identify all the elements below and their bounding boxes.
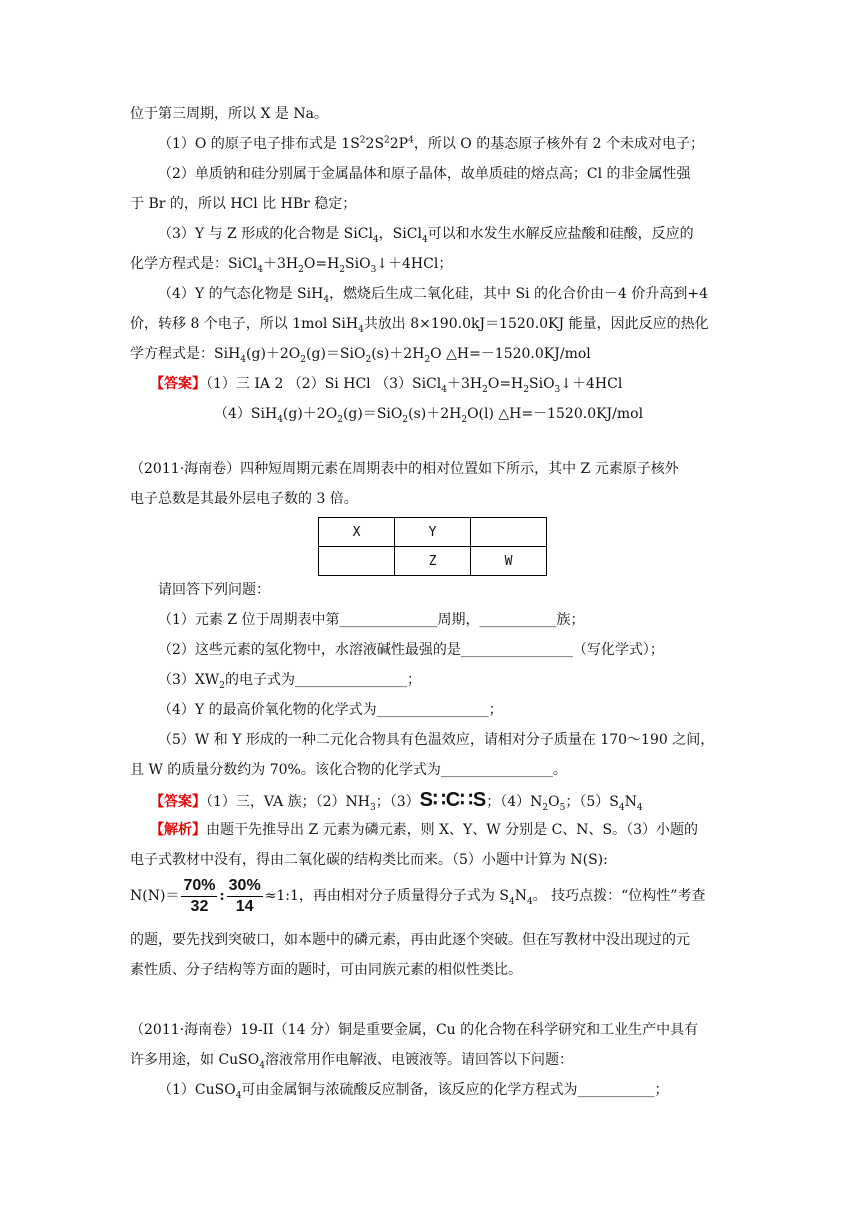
text-line: 请回答下列问题： xyxy=(158,582,270,598)
table-cell: Y xyxy=(395,518,471,547)
table-cell: W xyxy=(471,547,547,576)
answer-tag: 【答案】 xyxy=(150,794,206,810)
answer-line: 【答案】（1）三，VA 族；$(2)NH_3$；（3）S∷C∷S；$(4)N_2O_5$；$(5)S_4N_4$ xyxy=(150,789,643,813)
table-cell xyxy=(319,547,395,576)
answer-tag: 【答案】 xyxy=(150,376,206,392)
text-line: （4）Y 的气态化物是 SiH$_4$，燃烧后生成二氧化硅，其中 Si 的化合价由－4 价升高到+4 xyxy=(158,286,709,305)
question-line: 电子总数是其最外层电子数的 3 倍。 xyxy=(130,491,358,507)
table-row xyxy=(319,547,547,576)
text-line: 位于第三周期，所以 X 是 Na。 xyxy=(130,106,328,122)
text-line: 价，转移 8 个电子，所以 1mol SiH$_4$共放出 8×190.0kJ＝1520.0KJ 能量，因此反应的热化 xyxy=(130,316,709,335)
text-line: （2）单质钠和硅分别属于金属晶体和原子晶体，故单质硅的熔点高；Cl 的非金属性强 xyxy=(158,166,691,182)
text-line: $(3)XW_2$的电子式为________________； xyxy=(158,672,421,691)
text-line: 于 Br 的，所以 HCl 比 HBr 稳定； xyxy=(130,196,357,212)
text-line: 且 W 的质量分数约为 70%。该化合物的化学式为________________。 xyxy=(130,762,567,778)
text-line: 化学方程式是：$SiCl_4+3H_2O=H_2SiO_3↓+4HCl$； xyxy=(130,256,453,275)
text-line: （5）W 和 Y 形成的一种二元化合物具有色温效应，请相对分子质量在 170～190 之间， xyxy=(158,732,715,748)
question-line: （2011·海南卷）四种短周期元素在周期表中的相对位置如下所示，其中 Z 元素原子核外 xyxy=(130,461,679,477)
periodic-position-table xyxy=(318,517,547,576)
text-line: （2）这些元素的氢化物中，水溶液碱性最强的是________________（写化学式）； xyxy=(158,642,664,658)
fraction: $\frac{70\%}{32}$ xyxy=(183,876,216,915)
formula-line: N(N)＝ $\frac{70\%}{32}$ : $\frac{30\%}{14}$ ≈1:1，再由相对分子质量得分子式为 $S_4N_4$。 技巧点拨：“位构性”考查 xyxy=(130,876,706,915)
table-cell xyxy=(471,518,547,547)
table-row xyxy=(319,518,547,547)
text-line: 电子式教材中没有，得由二氧化碳的结构类比而来。（5）小题中计算为 N(S): xyxy=(130,852,608,868)
table-cell: Z xyxy=(395,547,471,576)
text-line: （1）O 的原子电子排布式是 $1S^22S^22P^4$，所以 O 的基态原子核外有 2 个未成对电子； xyxy=(158,135,705,152)
table-cell: X xyxy=(319,518,395,547)
answer-line: 【答案】（1）三 IA 2 （2）Si HCl $(3)SiCl_4+3H_2O=H_2SiO_3↓+4HCl$ xyxy=(150,376,623,395)
question-line: （1）CuSO$_4$可由金属铜与浓硫酸反应制备，该反应的化学方程式为___________； xyxy=(158,1082,669,1101)
explanation-tag: 【解析】 xyxy=(150,822,206,838)
text-line: （3）Y 与 Z 形成的化合物是 SiCl$_4$，SiCl$_4$可以和水发生水解反应盐酸和硅酸，反应的 xyxy=(158,226,694,245)
explanation-line: 【解析】由题干先推导出 Z 元素为磷元素，则 X、Y、W 分别是 C、N、S。（3）小题的 xyxy=(150,822,699,838)
answer-line: $(4)SiH_4(g)+2O_2(g)=SiO_2(s)+2H_2O(l)$ △H=－1520.0KJ/mol xyxy=(214,406,644,425)
text-line: 素性质、分子结构等方面的题时，可由同族元素的相似性类比。 xyxy=(130,962,522,978)
text-line: 学方程式是：$SiH_4(g)+2O_2(g)=SiO_2(s)+2H_2O$ △H=－1520.0KJ/mol xyxy=(130,346,591,365)
question-line: 许多用途，如 CuSO$_4$溶液常用作电解液、电镀液等。请回答以下问题： xyxy=(130,1052,573,1071)
text-line: （1）元素 Z 位于周期表中第______________周期，___________族； xyxy=(158,612,585,628)
question-line: （2011·海南卷）19-II（14 分）铜是重要金属，Cu 的化合物在科学研究和工业生产中具有 xyxy=(130,1022,699,1038)
electron-formula: S∷C∷S xyxy=(419,789,487,811)
fraction: $\frac{30\%}{14}$ xyxy=(228,876,261,915)
text-line: （4）Y 的最高价氧化物的化学式为________________； xyxy=(158,702,503,718)
text-line: 的题，要先找到突破口，如本题中的磷元素，再由此逐个突破。但在写教材中没出现过的元 xyxy=(130,932,690,948)
